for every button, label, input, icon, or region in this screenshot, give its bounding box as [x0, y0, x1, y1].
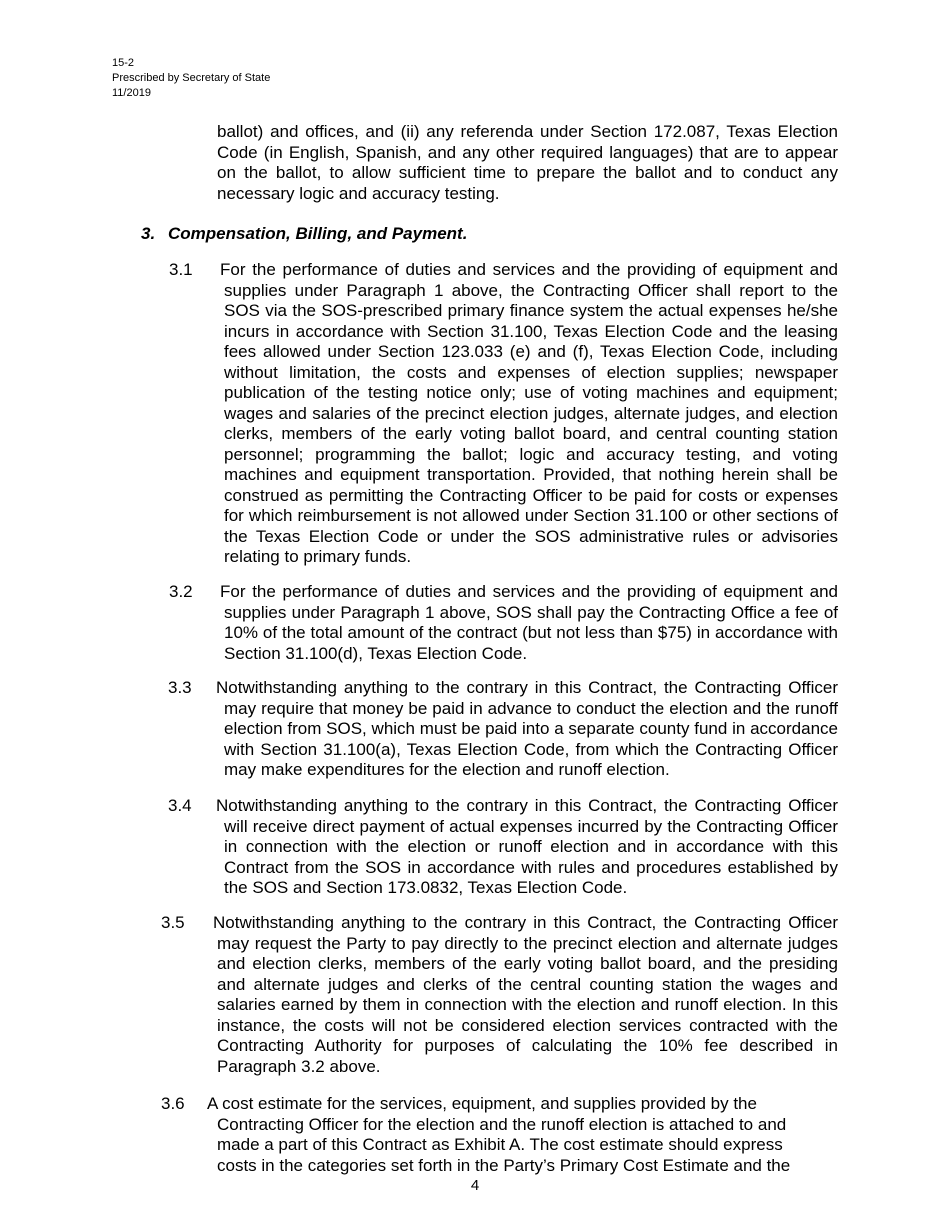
paragraph-3-2	[169, 582, 838, 664]
paragraph-text: A cost estimate for the services, equipment, and supplies provided by the Contracting Officer for the election and the runoff election is attached to and made a part of this Contract as Exhibit A. The cost estimate should express costs in the categories set forth in the Party’s Primary Cost Estimate and the	[207, 1094, 791, 1175]
document-header	[112, 56, 270, 101]
paragraph-3-4	[168, 796, 838, 899]
paragraph-text: For the performance of duties and services and the providing of equipment and supplies under Paragraph 1 above, the Contracting Officer shall report to the SOS via the SOS-prescribed primary finance system the actual expenses he/she incurs in accordance with Section 31.100, Texas Election Code and the leasing fees allowed under Section 123.033 (e) and (f), Texas Election Code, including without limitation, the costs and expenses of election supplies; newspaper publication of the testing notice only; use of voting machines and equipment; wages and salaries of the precinct election judges, alternate judges, and election clerks, members of the early voting ballot board, and central counting station personnel; programming the ballot; logic and accuracy testing, and voting machines and equipment transportation. Provided, that nothing herein shall be construed as permitting the Contracting Officer to be paid for costs or expenses for which reimbursement is not allowed under Section 31.100 or other sections of the Texas Election Code or under the SOS administrative rules or advisories relating to primary funds.	[220, 260, 838, 566]
paragraph-number: 3.2	[169, 582, 193, 601]
paragraph-3-6	[161, 1094, 820, 1176]
form-date: 11/2019	[112, 87, 151, 99]
prescribed-by: Prescribed by Secretary of State	[112, 72, 271, 84]
paragraph-number: 3.1	[169, 260, 193, 279]
paragraph-number: 3.6	[161, 1094, 185, 1113]
paragraph-text: Notwithstanding anything to the contrary in this Contract, the Contracting Officer may request the Party to pay directly to the precinct election and alternate judges and election clerks, members of the early voting ballot board, and the presiding and alternate judges and clerks of the central counting station the wages and salaries earned by them in connection with the election and runoff election. In this instance, the costs will not be considered election services contracted with the Contracting Authority for purposes of calculating the 10% fee described in Paragraph 3.2 above.	[213, 913, 838, 1076]
section-heading	[141, 224, 467, 244]
form-number: 15-2	[112, 57, 135, 69]
paragraph-number: 3.3	[168, 678, 192, 697]
paragraph-number: 3.5	[161, 913, 185, 932]
paragraph-3-5	[161, 913, 838, 1077]
section-number: 3.	[141, 224, 156, 243]
paragraph-3-3	[168, 678, 838, 781]
intro-paragraph: ballot) and offices, and (ii) any referenda under Section 172.087, Texas Election Code (in English, Spanish, and any other required languages) that are to appear on the ballot, to allow sufficient time to prepare the ballot and to conduct any necessary logic and accuracy testing.	[217, 122, 838, 203]
paragraph-text: Notwithstanding anything to the contrary in this Contract, the Contracting Officer will receive direct payment of actual expenses incurred by the Contracting Officer in connection with the election or runoff election and in accordance with this Contract from the SOS in accordance with rules and procedures established by the SOS and Section 173.0832, Texas Election Code.	[216, 796, 838, 897]
paragraph-text: For the performance of duties and services and the providing of equipment and supplies under Paragraph 1 above, SOS shall pay the Contracting Office a fee of 10% of the total amount of the contract (but not less than $75) in accordance with Section 31.100(d), Texas Election Code.	[220, 582, 838, 663]
paragraph-text: Notwithstanding anything to the contrary in this Contract, the Contracting Officer may require that money be paid in advance to conduct the election and the runoff election from SOS, which must be paid into a separate county fund in accordance with Section 31.100(a), Texas Election Code, from which the Contracting Officer may make expenditures for the election and runoff election.	[216, 678, 838, 779]
page-number: 4	[470, 1177, 480, 1194]
paragraph-3-1	[169, 260, 838, 568]
paragraph-number: 3.4	[168, 796, 192, 815]
section-title: Compensation, Billing, and Payment.	[168, 224, 468, 243]
